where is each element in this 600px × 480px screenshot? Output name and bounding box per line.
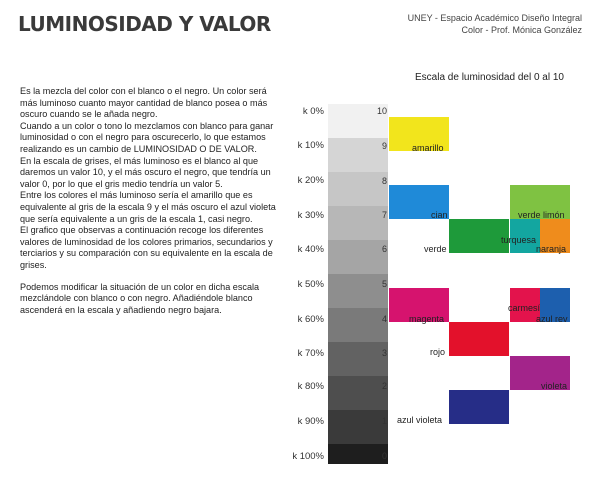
- header-line-1: UNEY - Espacio Académico Diseño Integral: [407, 13, 582, 23]
- k-label: k 10%: [297, 140, 324, 151]
- paragraph: Es la mezcla del color con el blanco o el negro. Un color será más luminoso cuanto mayor cantidad de blanco posea o más oscuro cuando se le añada negro.: [20, 86, 268, 120]
- color-label-cian: cian: [431, 210, 448, 220]
- header-line-2: Color - Prof. Mónica González: [461, 25, 582, 35]
- swatch-azul-violeta: [449, 390, 509, 424]
- scale-title: Escala de luminosidad del 0 al 10: [415, 72, 564, 83]
- paragraph: El grafico que observas a continuación recoge los diferentes valores de luminosidad de los colores primarios, secundarios y terciarios y su comparación con su equivalente en la escala de grises.: [20, 225, 273, 270]
- k-label: k 100%: [292, 451, 324, 462]
- body-text: [20, 86, 283, 316]
- color-label-verde: verde: [424, 244, 447, 254]
- gray-value: 0: [381, 451, 387, 461]
- gray-value: 8: [381, 176, 387, 186]
- k-label: k 0%: [302, 106, 324, 117]
- swatch-verde: [449, 219, 509, 253]
- gray-value: 4: [381, 314, 387, 324]
- color-label-amarillo: amarillo: [412, 143, 444, 153]
- k-label: k 40%: [297, 244, 324, 255]
- gray-value: 9: [381, 141, 387, 151]
- swatch-rojo: [449, 322, 509, 356]
- paragraph: Podemos modificar la situación de un color en dicha escala mezclándole con blanco o con negro. Añadiéndole blanco ascenderá en la escala y añadiendo negro bajara.: [20, 281, 260, 315]
- color-label-naranja: naranja: [536, 244, 567, 254]
- color-label-turquesa: turquesa: [501, 235, 537, 245]
- color-label-verde-limon: verde limón: [518, 210, 565, 220]
- paragraph: En la escala de grises, el más luminoso es el blanco al que daremos un valor 10, y el más oscuro el negro, que tendría un valor 0, por lo que el gris medio tendría un valor 5.: [20, 155, 271, 189]
- gray-value: 1: [381, 416, 387, 426]
- k-label: k 80%: [297, 381, 324, 392]
- k-label: k 50%: [297, 279, 324, 290]
- color-label-carmesi: carmesí: [508, 303, 541, 313]
- page-title: LUMINOSIDAD Y VALOR: [18, 12, 271, 36]
- color-label-azul-violeta: azul violeta: [397, 415, 443, 425]
- gray-value: 5: [381, 279, 387, 289]
- k-label: k 30%: [297, 210, 324, 221]
- k-label: k 90%: [297, 416, 324, 427]
- gray-value: 3: [381, 348, 387, 358]
- paragraph: Cuando a un color o tono lo mezclamos con blanco para ganar luminosidad o con el negro para oscurecerlo, lo que estamos realizando es un cambio de LUMINOSIDAD O DE VALOR.: [20, 120, 274, 154]
- gray-value: 2: [381, 381, 387, 391]
- color-label-rojo: rojo: [430, 347, 446, 357]
- k-label: k 20%: [297, 175, 324, 186]
- color-label-magenta: magenta: [409, 314, 445, 324]
- gray-value: 7: [381, 210, 387, 220]
- gray-value: 6: [381, 244, 387, 254]
- k-label: k 60%: [297, 314, 324, 325]
- k-label: k 70%: [297, 348, 324, 359]
- paragraph: Entre los colores el más luminoso sería el amarillo que es equivalente al gris de la escala 9 y el más oscuro el azul violeta que sería equivalente a un gris de la escala 1, casi negro.: [20, 190, 276, 224]
- course-header: [408, 12, 582, 36]
- gray-value: 10: [376, 106, 387, 116]
- color-label-violeta: violeta: [541, 381, 568, 391]
- color-label-azul-rev: azul rev: [536, 314, 568, 324]
